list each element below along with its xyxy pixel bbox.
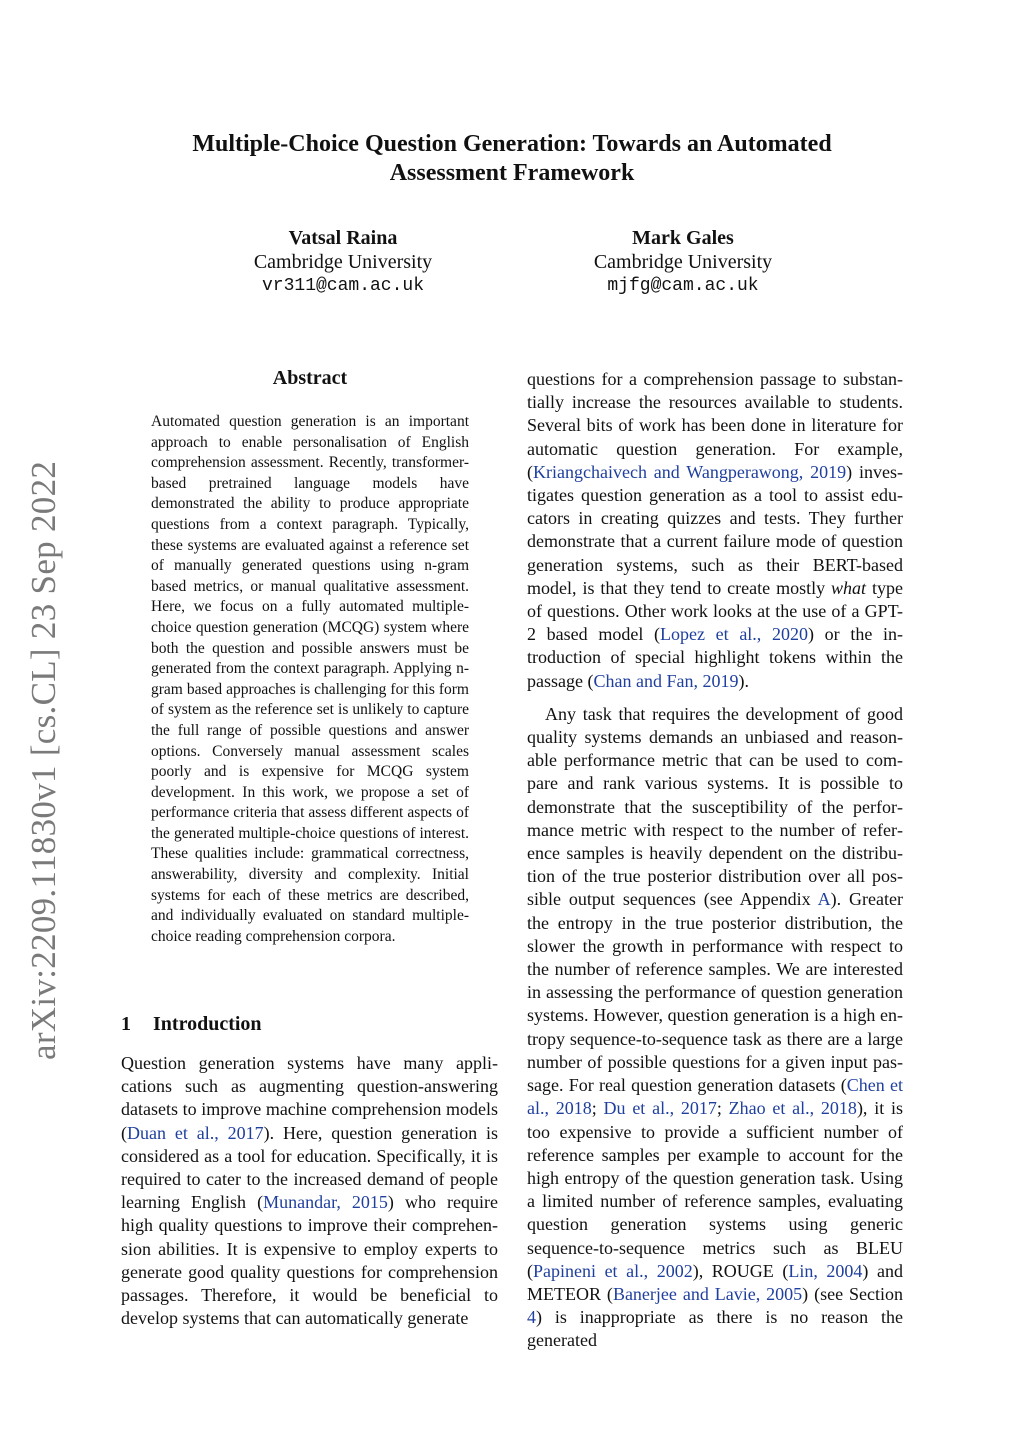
section-link[interactable]: 4 [527, 1307, 536, 1328]
intro-paragraph-2 [527, 368, 903, 693]
paragraph-text: ), it is too expensive to provide a sufficient number of reference samples per example to account for the high entropy of the question generation task. Using a limited number of reference samples, evaluating question generation systems using generic sequence-to-sequence metrics such as BLEU ( [527, 1098, 903, 1281]
author-name: Mark Gales [632, 227, 734, 249]
title-line-2: Assessment Framework [389, 160, 635, 186]
citation-link[interactable]: Banerjee and Lavie, 2005 [612, 1283, 803, 1304]
citation-link[interactable]: Lin, 2004 [788, 1260, 863, 1281]
author-block-2 [523, 226, 843, 298]
paragraph-text: Question generation systems have many applications such as augmenting question-answering datasets to improve machine comprehension models ( [121, 1053, 498, 1143]
abstract-heading: Abstract [272, 367, 348, 389]
author-block-1 [183, 226, 503, 298]
section-number: 1 [121, 1013, 131, 1035]
left-column-body [121, 1052, 498, 1330]
paragraph-text: ) who require high quality questions to improve their comprehension abilities. It is expensive to employ experts to generate good quality questions for comprehension passages. Therefore, it would be beneficial to develop systems that can automatically generate [121, 1192, 498, 1329]
paragraph-text: ). [738, 670, 749, 691]
citation-link[interactable]: Munandar, 2015 [263, 1192, 388, 1213]
citation-link[interactable]: Du et al., 2017 [603, 1098, 717, 1119]
paragraph-text: ) investigates question generation as a tool to assist educators in creating quizzes and tests. They further demonstrate that a current failure mode of question generation systems, such as their BERT-based model, is that they tend to create mostly [527, 461, 903, 598]
paragraph-text: ; [591, 1098, 604, 1119]
citation-link[interactable]: Papineni et al., 2002 [533, 1260, 693, 1281]
paragraph-text: ) and METEOR ( [527, 1260, 903, 1304]
intro-paragraph-3 [527, 703, 903, 1353]
paragraph-text: ) is inappropriate as there is no reason the generated [527, 1307, 903, 1351]
section-title: Introduction [153, 1013, 262, 1035]
intro-paragraph-1 [121, 1052, 498, 1330]
citation-link[interactable]: Lopez et al., 2020 [660, 624, 808, 645]
author-email[interactable]: mjfg@cam.ac.uk [607, 276, 759, 296]
author-name: Vatsal Raina [288, 227, 398, 249]
abstract-body: Automated question generation is an important approach to enable personalisation of English comprehension assessment. Recently, transformer-based pretrained language models have demonstrated the ability to produce appropriate questions from a context paragraph. Typically, these systems are evaluated against a reference set of manually generated questions using n-gram based metrics, or manual qualitative assessment. Here, we focus on a fully automated multiple-choice question generation (MCQG) system where both the question and possible answers must be generated from the context paragraph. Applying n-gram based approaches is challenging for this form of system as the reference set is unlikely to capture the full range of possible questions and answer options. Conversely manual assessment scales poorly and is expensive for MCQG system development. In this work, we propose a set of performance criteria that assess different aspects of the generated multiple-choice questions of interest. These qualities include: grammatical correctness, answerability, diversity and complexity. Initial systems for each of these metrics are described, and individually evaluated on standard multiple-choice reading comprehension corpora. [151, 413, 469, 945]
paragraph-text: ). Here, question generation is considered as a tool for education. Specifically, it is required to cater to the increased demand of people learning English ( [121, 1122, 499, 1213]
paragraph-text: Any task that requires the development of good quality systems demands an unbiased and reasonable performance metric that can be used to compare and rank various systems. It is possible to demonstrate that the susceptibility of the performance metric with respect to the number of reference samples is heavily dependent on the distribution of the true posterior distribution over all possible output sequences (see Appendix [527, 703, 903, 910]
citation-link[interactable]: Duan et al., 2017 [127, 1122, 264, 1143]
paper-title [112, 130, 912, 188]
section-heading-introduction [121, 1013, 262, 1036]
paragraph-text: ). Greater the entropy in the true posterior distribution, the slower the growth in performance with respect to the number of reference samples. We are interested in assessing the performance of question generation systems. However, question generation is a high entropy sequence-to-sequence task as there are a large number of possible questions for a given input passage. For real question generation datasets ( [527, 889, 903, 1096]
title-line-1: Multiple-Choice Question Generation: Towards an Automated [192, 131, 832, 157]
paragraph-text: ) or the introduction of special highlight tokens within the passage ( [527, 624, 903, 691]
right-column-body [527, 368, 903, 1353]
paragraph-text: ), ROUGE ( [692, 1260, 789, 1281]
paragraph-text: questions for a comprehension passage to substantially increase the resources available to students. Several bits of work has been done in literature for automatic question generation. For example, ( [527, 369, 903, 482]
author-affiliation: Cambridge University [593, 251, 773, 273]
citation-link[interactable]: Zhao et al., 2018 [728, 1098, 857, 1119]
emphasis-text: what [831, 577, 867, 598]
appendix-link[interactable]: A [817, 889, 831, 910]
author-affiliation: Cambridge University [253, 251, 433, 273]
paragraph-text: ) (see Section [802, 1283, 904, 1304]
paragraph-text: ; [716, 1098, 729, 1119]
arxiv-identifier-stamp: arXiv:2209.11830v1 [cs.CL] 23 Sep 2022 [24, 460, 63, 1060]
citation-link[interactable]: Chan and Fan, 2019 [593, 670, 739, 691]
citation-link[interactable]: Chen et al., 2018 [527, 1075, 903, 1119]
citation-link[interactable]: Kriangchaivech and Wangperawong, 2019 [533, 461, 847, 482]
author-email[interactable]: vr311@cam.ac.uk [261, 276, 425, 296]
paragraph-text: type of questions. Other work looks at the use of a GPT-2 based model ( [527, 577, 903, 645]
